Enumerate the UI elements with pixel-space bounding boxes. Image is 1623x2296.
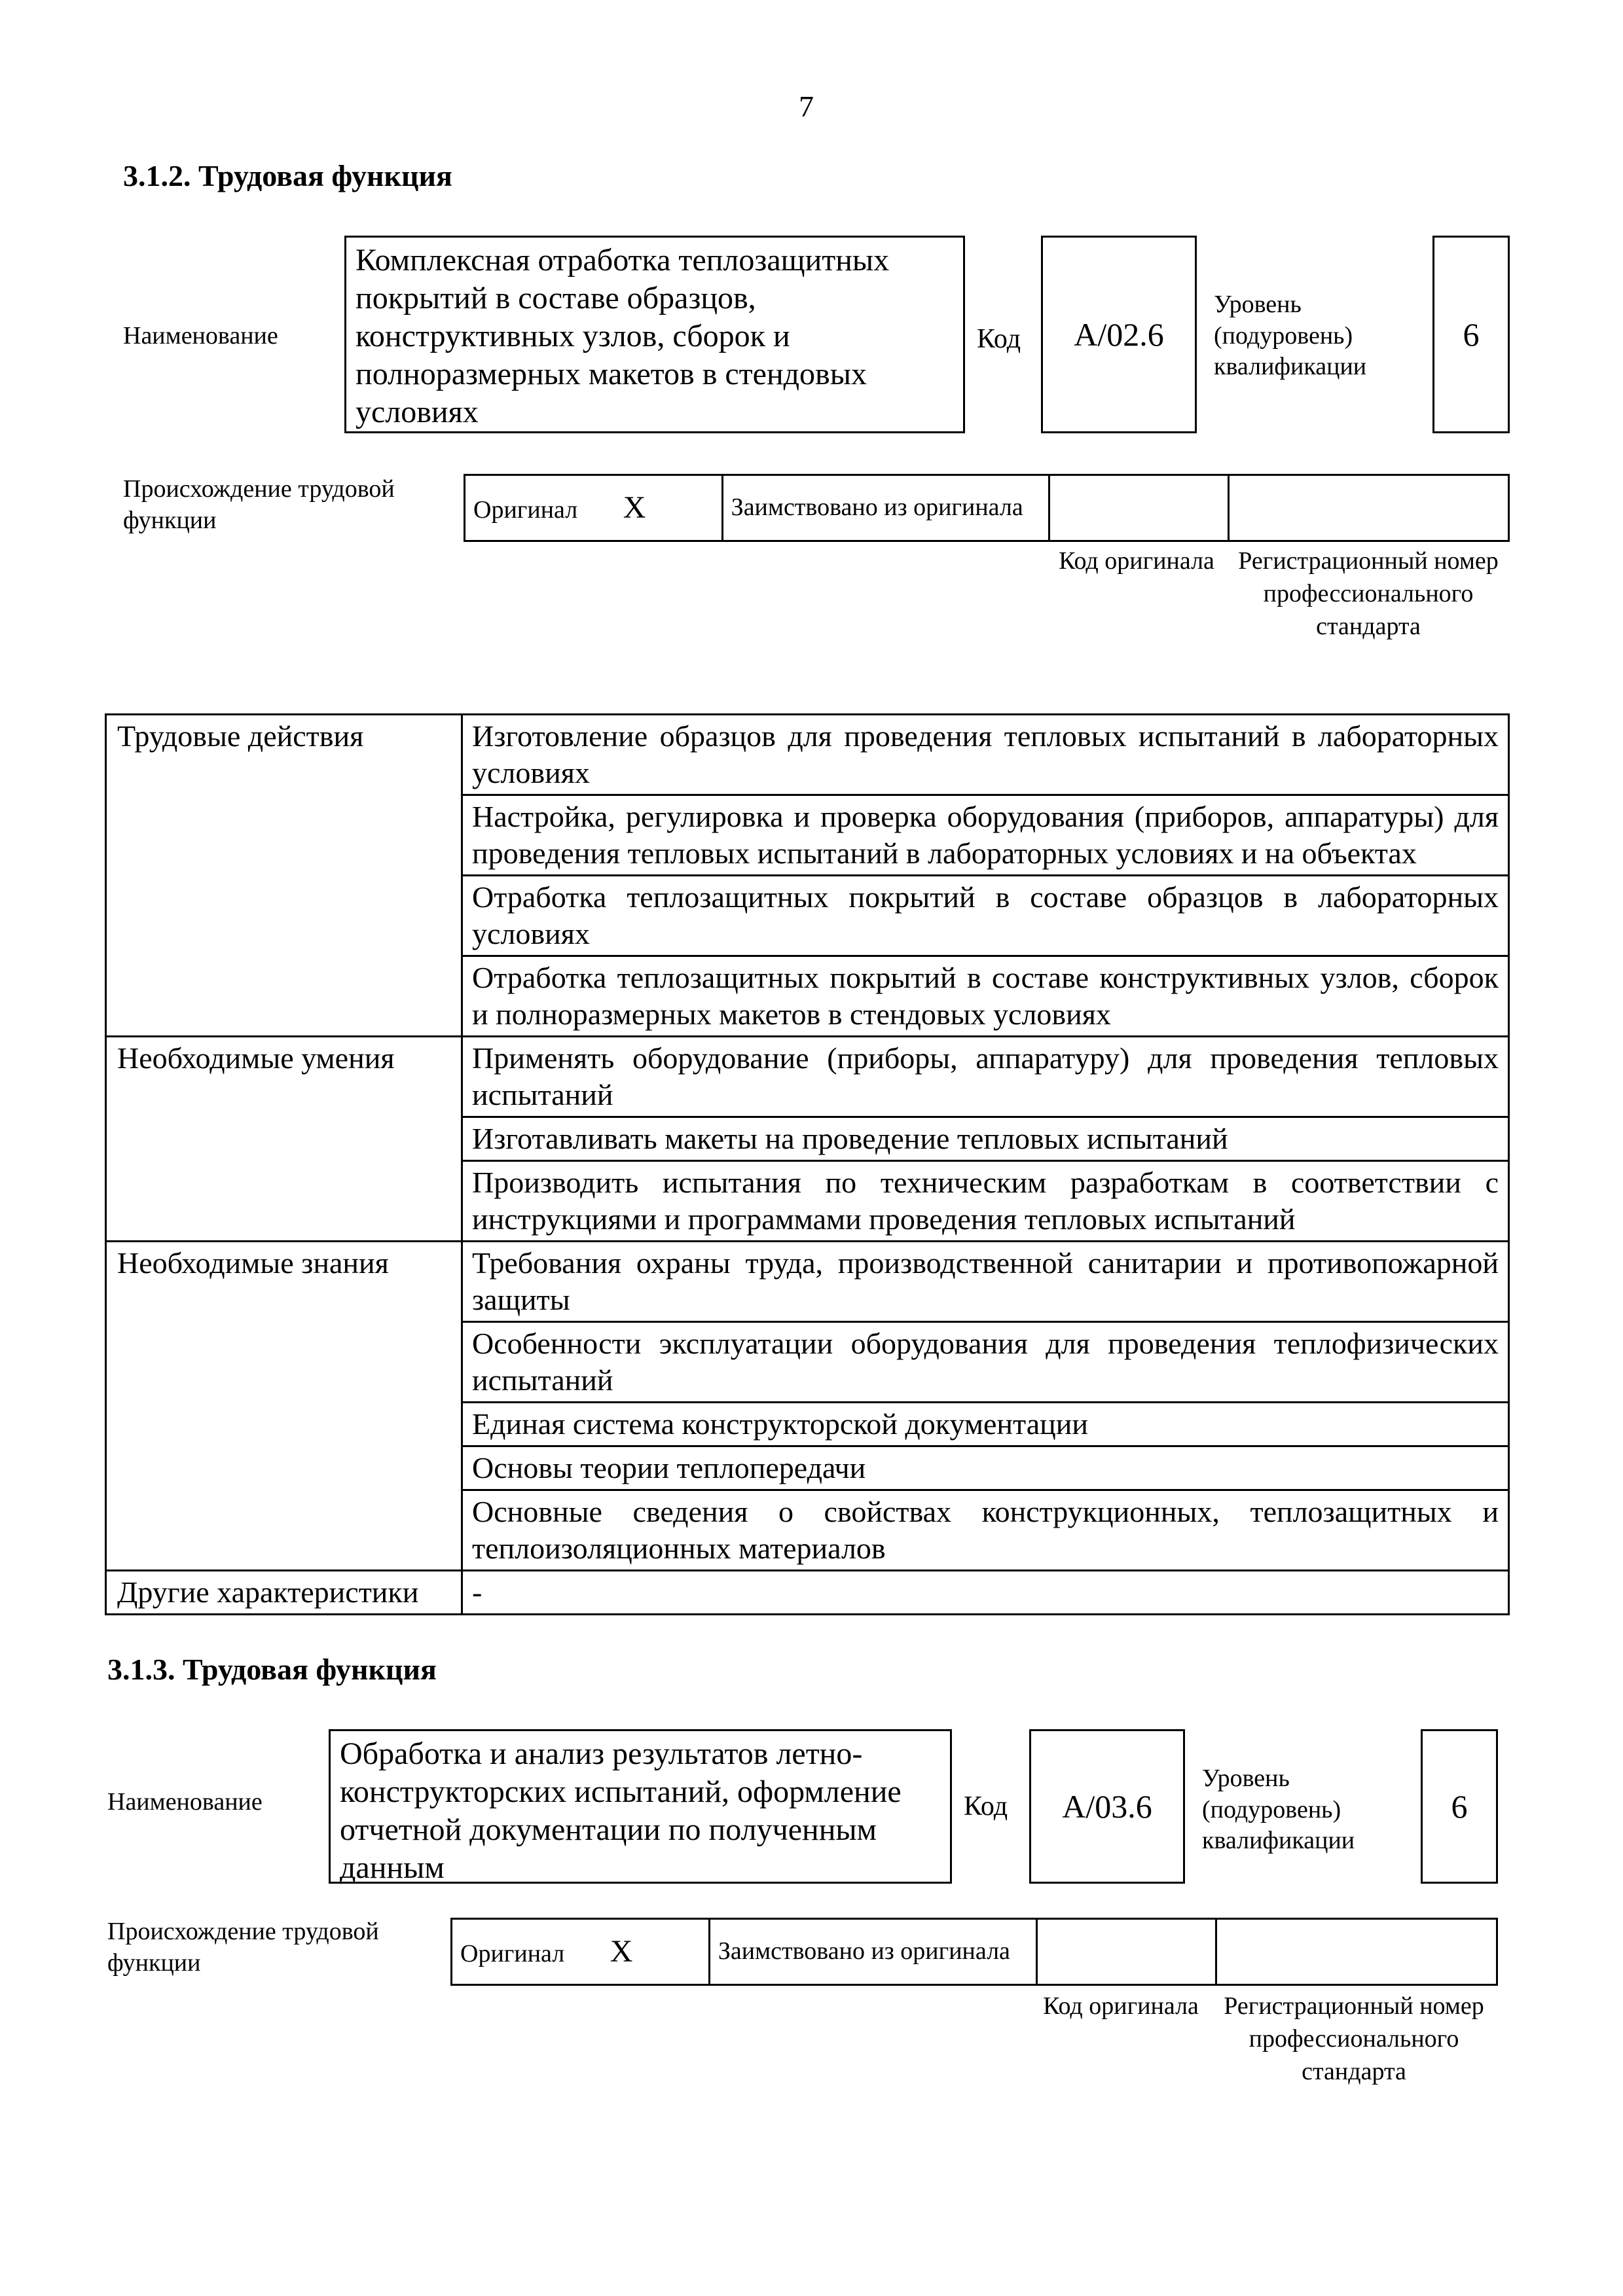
other-characteristics-label: Другие характеристики <box>106 1571 462 1615</box>
knowledge-item: Особенности эксплуатации оборудования для проведения теплофизических испытаний <box>462 1322 1509 1403</box>
knowledge-item: Единая система конструкторской документации <box>462 1403 1509 1446</box>
qualification-level-box <box>1432 236 1510 433</box>
table-row <box>106 715 1509 795</box>
origin-table <box>464 474 1510 542</box>
original-code-cell <box>1049 475 1228 541</box>
level-label: Уровень (подуровень) квалификации <box>1202 1765 1355 1854</box>
original-mark: X <box>623 490 646 526</box>
labor-actions-label: Трудовые действия <box>106 715 462 1037</box>
section-heading-3-1-2: 3.1.2. Трудовая функция <box>123 159 452 192</box>
function-code-box <box>1041 236 1197 433</box>
qualification-level-value: 6 <box>1463 316 1480 353</box>
code-label: Код <box>964 1791 1008 1821</box>
original-mark: X <box>610 1934 633 1969</box>
skill-item: Изготавливать макеты на проведение тепловых испытаний <box>462 1117 1509 1161</box>
function-name-box <box>344 236 965 433</box>
skill-item: Производить испытания по техническим разработкам в соответствии с инструкциями и программами проведения тепловых испытаний <box>462 1161 1509 1242</box>
borrowed-label: Заимствовано из оригинала <box>718 1937 1010 1965</box>
code-label: Код <box>977 324 1021 354</box>
table-row <box>106 1242 1509 1322</box>
skills-label: Необходимые умения <box>106 1037 462 1242</box>
original-label: Оригинал <box>460 1940 565 1968</box>
origin-label: Происхождение трудовой функции <box>123 475 395 534</box>
other-characteristics-value: - <box>462 1571 1509 1615</box>
knowledge-item: Основные сведения о свойствах конструкционных, теплозащитных и теплоизоляционных материалов <box>462 1490 1509 1571</box>
original-label: Оригинал <box>473 496 578 524</box>
labor-action-item: Изготовление образцов для проведения тепловых испытаний в лабораторных условиях <box>462 715 1509 795</box>
function-name-text: Комплексная отработка теплозащитных покрытий в составе образцов, конструктивных узлов, сборок и полноразмерных макетов в стендовых условиях <box>356 243 890 429</box>
table-row <box>106 1571 1509 1615</box>
registration-number-caption: Регистрационный номер профессионального стандарта <box>1238 547 1499 640</box>
function-code-box <box>1029 1729 1185 1884</box>
labor-action-item: Отработка теплозащитных покрытий в составе конструктивных узлов, сборок и полноразмерных макетов в стендовых условиях <box>462 956 1509 1037</box>
name-label: Наименование <box>107 1788 263 1816</box>
page-number: 7 <box>799 90 814 123</box>
original-cell <box>465 475 723 541</box>
function-name-text: Обработка и анализ результатов летно-конструкторских испытаний, оформление отчетной документации по полученным данным <box>340 1736 902 1885</box>
function-code-value: A/02.6 <box>1074 316 1164 353</box>
borrowed-cell <box>722 475 1049 541</box>
knowledge-item: Основы теории теплопередачи <box>462 1446 1509 1490</box>
code-original-caption: Код оригинала <box>1043 1992 1199 2020</box>
code-original-caption: Код оригинала <box>1059 547 1214 575</box>
labor-action-item: Отработка теплозащитных покрытий в составе образцов в лабораторных условиях <box>462 876 1509 956</box>
table-row <box>106 1037 1509 1117</box>
borrowed-cell <box>709 1919 1036 1985</box>
qualification-level-box <box>1421 1729 1498 1884</box>
section-heading-3-1-3: 3.1.3. Трудовая функция <box>107 1653 437 1686</box>
borrowed-label: Заимствовано из оригинала <box>731 493 1023 522</box>
labor-function-table <box>105 713 1510 1615</box>
registration-number-cell <box>1216 1919 1497 1985</box>
skill-item: Применять оборудование (приборы, аппаратуру) для проведения тепловых испытаний <box>462 1037 1509 1117</box>
registration-number-cell <box>1228 475 1509 541</box>
name-label: Наименование <box>123 322 278 350</box>
level-label: Уровень (подуровень) квалификации <box>1214 291 1367 380</box>
origin-table <box>450 1918 1498 1986</box>
knowledge-label: Необходимые знания <box>106 1242 462 1571</box>
function-name-box <box>329 1729 952 1884</box>
registration-number-caption: Регистрационный номер профессионального стандарта <box>1224 1992 1484 2085</box>
original-cell <box>452 1919 710 1985</box>
function-code-value: A/03.6 <box>1062 1788 1152 1825</box>
knowledge-item: Требования охраны труда, производственной санитарии и противопожарной защиты <box>462 1242 1509 1322</box>
labor-action-item: Настройка, регулировка и проверка оборудования (приборов, аппаратуры) для проведения тепловых испытаний в лабораторных условиях и на объектах <box>462 795 1509 876</box>
original-code-cell <box>1036 1919 1216 1985</box>
origin-label: Происхождение трудовой функции <box>107 1918 379 1977</box>
qualification-level-value: 6 <box>1451 1788 1468 1825</box>
